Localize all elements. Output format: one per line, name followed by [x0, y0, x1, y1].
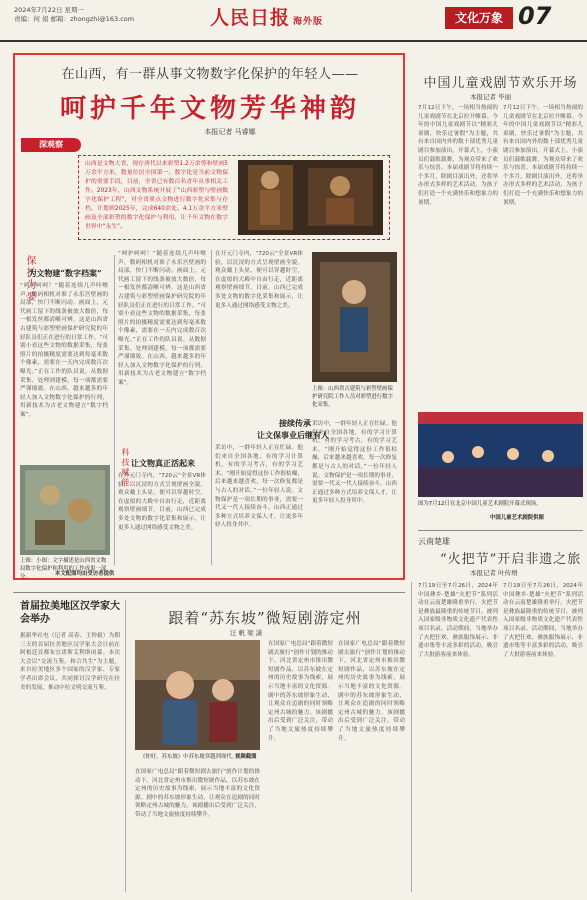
bottom-main-text-col2: 在国家广电总局“跟着微短剧去旅行”创作计划的推动下，河北省定州市推出微短剧作品，以苏东坡在定州的历史故事为线索，展示当地丰富的文化资源。剧中的苏东坡形象生动，让观众在追剧的同时领略定州古城的魅力。该剧播出后受到广泛关注，带动了当地文旅热度持续攀升。 [268, 641, 333, 742]
bottom-main-title: 跟着“苏东坡”微短剧游定州 [168, 609, 362, 627]
bottom-main-credit: 视频截图 [235, 754, 257, 760]
photo-credit: 本文配图均由受访者提供 [55, 571, 115, 577]
column-rule [411, 582, 412, 892]
lead-kicker: 在山西，有一群从事文物数字化保护的年轻人—— [61, 67, 359, 82]
right-top-caption: 图为7月12日在北京中国儿童艺术剧院开幕式现场。 [418, 501, 542, 507]
lead-byline: 本报记者 马睿娜 [204, 128, 256, 136]
right-top-text-col2: 7月12日下午，一场相当热闹的儿童戏剧节在北京拉开帷幕。今年的中国儿童戏剧节以“精彩儿童剧，快乐过暑假”为主题，共有来自国内外的数十部优秀儿童剧目参加演出。开幕式上，小演员们载歌载舞，为观众带来了欢乐与惊喜。本届戏剧节将持续一个多月，除剧目演出外，还将举办形式多样的艺术活动，为孩子们打造一个充满快乐和想象力的暑期。 [503, 105, 583, 206]
section1-title: 为文物建“数字档案” [28, 268, 102, 278]
bottom-main-caption: 《你好，苏东坡》中苏东坡穿越到现代。 [140, 754, 238, 760]
section3-text: 采访中，一群年轻人正在忙碌。他们来自全国各地，有的学习计算机，有的学习考古，有的学习艺术。“刚开始觉得这份工作很枯燥，后来越来越喜欢，每一次修复都是与古人的对话。”一位年轻人说。文物保护是一项长期的事业，需要一代又一代人接续奋斗。山西正通过多种方式培养文保人才，让更多年轻人投身其中。 [215, 445, 303, 529]
right-top-text-col1: 7月12日下午，一场相当热闹的儿童戏剧节在北京拉开帷幕。今年的中国儿童戏剧节以“精彩儿童剧，快乐过暑假”为主题，共有来自国内外的数十部优秀儿童剧目参加演出。开幕式上，小演员们载歌载舞，为观众带来了欢乐与惊喜。本届戏剧节将持续一个多月，除剧目演出外，还将举办形式多样的艺术活动，为孩子们打造一个充满快乐和想象力的暑期。 [418, 105, 498, 206]
newspaper-logo [210, 3, 323, 30]
caption-right: 上图：山西省古建筑与彩塑壁画保护研究院工作人员对彩塑进行数字化采集。 [312, 386, 393, 408]
statue-image [238, 160, 383, 235]
column-rule [125, 600, 126, 892]
bottom-main-text-col3: 在国家广电总局“跟着微短剧去旅行”创作计划的推动下，河北省定州市推出微短剧作品，以苏东坡在定州的历史故事为线索，展示当地丰富的文化资源。剧中的苏东坡形象生动，让观众在追剧的同时领略定州古城的魅力。该剧播出后受到广泛关注，带动了当地文旅热度持续攀升。 [338, 641, 405, 742]
right-bottom-kicker: 云南楚雄 [418, 537, 450, 546]
right-bottom-title: “火把节”开启非遗之旅 [440, 552, 582, 567]
intro-photo [238, 160, 383, 235]
right-bottom-text-col1: 7月19日至7月26日，2024年中国彝乡·楚雄“火把节”系列活动在云南楚雄隆重举行。火把节是彝族最隆重的传统节日，被列入国家级非物质文化遗产代表性项目名录。活动期间，当地举办了火把狂欢、彝族服饰展示、非遗市集等丰富多彩的活动，吸引了大批游客前来体验。 [418, 583, 498, 658]
intro-box [78, 155, 390, 240]
section1-continued: “呵护呵呵！”随着连续几声咔嚓声，数码相机对准了永乐宫壁画的局部，快门不断闪动。画面上，元代画工留下的线条被放大数倍，每一根发丝都清晰可辨。这是山西省古建筑与彩塑壁画保护研究院的年轻队员们正在进行的日常工作。“可别小看这些文物的数据采集，每张照片的拍摄精度需要达到每毫米数个像素，需要在一天内完成数百次曝光。”正在工作的队员说。从数据采集、处理到建模，每一项都需要严谨细致。在山西，越来越多的年轻人加入文物数字化保护的行列，用新技术为古老文物建立“数字档案”。 [118, 251, 206, 386]
section1-label: 保护为要 [24, 255, 35, 303]
right-top-title: 中国儿童戏剧节欢乐开场 [423, 76, 578, 91]
section1-text: “呵护呵呵！”随着连续几声咔嚓声，数码相机对准了永乐宫壁画的局部，快门不断闪动。画面上，元代画工留下的线条被放大数倍，每一根发丝都清晰可辨。这是山西省古建筑与彩塑壁画保护研究院的年轻队员们正在进行的日常工作。“可别小看这些文物的数据采集，每张照片的拍摄精度需要达到每毫米数个像素，需要在一天内完成数百次曝光。”正在工作的队员说。从数据采集、处理到建模，每一项都需要严谨细致。在山西，越来越多的年轻人加入文物数字化保护的行列，用新技术为古老文物建立“数字档案”。 [20, 283, 108, 418]
bottom-left-text: 据新华社电（记者 高春、王钟毅）为期三天的首届拉美地区汉学家大会日前在阿根廷首都布宜诺斯艾利斯闭幕。本次大会以“交流互鉴、和合共生”为主题，来自拉美地区多个国家的汉学家、专家学者出席会议，共同探讨汉学研究在拉美的发展，推动中拉文明交流互鉴。 [20, 633, 120, 691]
right-bottom-text-col2: 7月19日至7月26日，2024年中国彝乡·楚雄“火把节”系列活动在云南楚雄隆重举行。火把节是彝族最隆重的传统节日，被列入国家级非物质文化遗产代表性项目名录。活动期间，当地举办了火把狂欢、彝族服饰展示、非遗市集等丰富多彩的活动，吸引了大批游客前来体验。 [503, 583, 583, 658]
drama-photo [135, 640, 260, 750]
children-theatre-photo [418, 412, 583, 497]
section2-label: 科技赋能 [121, 448, 130, 488]
drama-image [135, 640, 260, 750]
mural-photo [20, 465, 110, 555]
masthead-date [14, 6, 134, 24]
logo-text: 人民日报 [210, 7, 291, 29]
section2-continued: 在开元门寺内，“720云”全景VR体验，以沉浸的方式呈现壁画全貌。观众戴上头显，便可以穿越时空，在虚拟的大殿中自由行走，近距离观察壁画细节。目前，山西已完成多处文物的数字化采集和展示，让更多人通过网络感受文物之美。 [215, 251, 303, 309]
intro-text: 山西是文物大省，现存唐代以来彩塑1.2万余尊和壁画5万余平方米，数量位居全国第一。数字化是当前文物保护的重要手段，目前，全省已有数百名青年从事相关工作。2023年，山西文物系统开展了“山西彩塑与壁画数字化保护工程”，对全省重点文物进行数字化采集与存档，计划到2025年，完成640余处、4.1万余平方米壁画及全部彩塑的数字化保护与利用，让千年文物在数字世界中“永生”。 [85, 161, 228, 230]
section-tag: 文化万象 [445, 7, 513, 29]
section-divider [418, 530, 583, 531]
mural-image [20, 465, 110, 555]
section2-title: 让文物真正活起来 [131, 458, 195, 468]
right-top-byline: 本报记者 毕丽 [470, 93, 512, 101]
page-number: 07 [518, 2, 552, 30]
worker-image [312, 252, 397, 382]
bottom-main-text-col1: 在国家广电总局“跟着微短剧去旅行”创作计划的推动下，河北省定州市推出微短剧作品，以苏东坡在定州的历史故事为线索，展示当地丰富的文化资源。剧中的苏东坡形象生动，让观众在追剧的同时领略定州古城的魅力。该剧播出后受到广泛关注，带动了当地文旅热度持续攀升。 [135, 769, 260, 818]
section3-continued: 采访中，一群年轻人正在忙碌。他们来自全国各地，有的学习计算机，有的学习考古，有的学习艺术。“刚开始觉得这份工作很枯燥，后来越来越喜欢，每一次修复都是与古人的对话。”一位年轻人说。文物保护是一项长期的事业，需要一代又一代人接续奋斗。山西正通过多种方式培养文保人才，让更多年轻人投身其中。 [312, 421, 397, 505]
section3-label: 接续传承 [279, 418, 311, 428]
caption-left: 上图：小图：文字描述是山西省文物局数字化保护和利用的工作成果一部分。 [20, 558, 107, 580]
explore-badge: 深观察 [21, 138, 81, 152]
column-rule [211, 250, 212, 565]
section3-title: 让文保事业后继有人 [257, 430, 329, 440]
lead-title: 呵护千年文物芳华神韵 [59, 94, 360, 124]
masthead [0, 0, 587, 42]
stage-image [418, 412, 583, 497]
column-rule [114, 255, 115, 565]
bottom-left-title: 首届拉美地区汉学家大会举办 [20, 601, 120, 625]
right-top-credit: 中国儿童艺术剧院供图 [490, 515, 544, 521]
worker-photo [312, 252, 397, 382]
section-divider [13, 592, 405, 593]
section2-text: 在开元门寺内，“720云”全景VR体验，以沉浸的方式呈现壁画全貌。观众戴上头显，便可以穿越时空，在虚拟的大殿中自由行走，近距离观察壁画细节。目前，山西已完成多处文物的数字化采集和展示，让更多人通过网络感受文物之美。 [118, 473, 206, 531]
editor-line: 责编：何 娟 邮箱：zhongzhi@163.com [14, 15, 135, 23]
bottom-main-byline: 汪 帆 梁 潇 [230, 629, 263, 637]
right-bottom-byline: 本报记者 叶传增 [470, 569, 518, 577]
date-line: 2024年7月22日 星期一 [14, 6, 85, 14]
logo-suffix: 海外版 [293, 17, 324, 27]
